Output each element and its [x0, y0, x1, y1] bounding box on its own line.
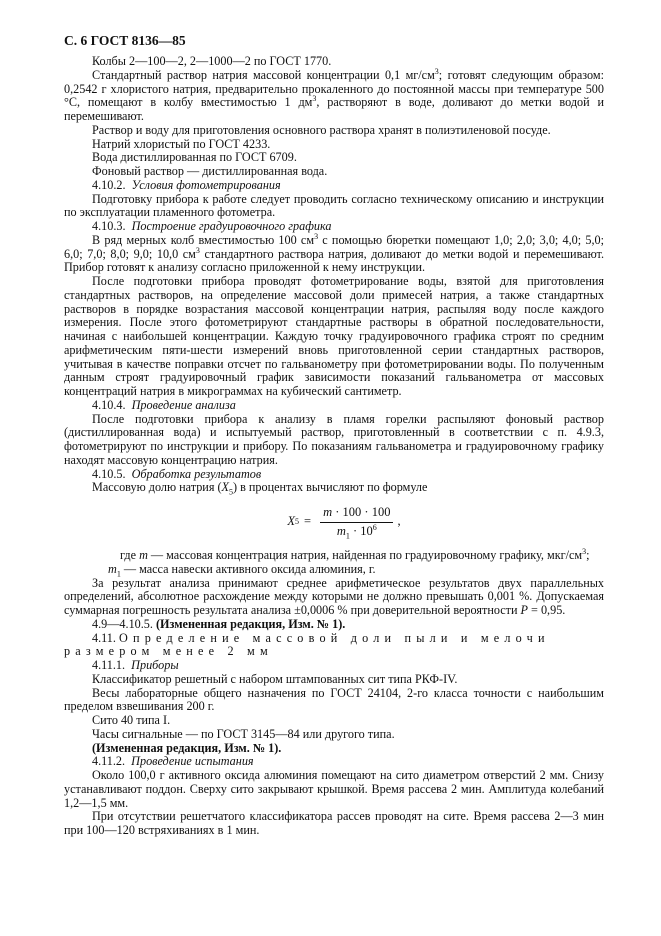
paragraph: При отсутствии решетчатого классификатора рассев проводят на сите. Время рассева 2—3 мин при 100—120 встряхиваниях в 1 мин.: [64, 809, 604, 837]
paragraph: Часы сигнальные — по ГОСТ 3145—84 или другого типа.: [92, 726, 395, 741]
section-title: Определение массовой доли пыли и мелочи размером менее 2 мм: [64, 630, 550, 659]
page-header: С. 6 ГОСТ 8136—85: [64, 33, 186, 48]
formula-fraction: [320, 506, 393, 539]
paragraph: Классификатор решетный с набором штампованных сит типа РКФ-IV.: [92, 671, 458, 686]
paragraph: Весы лабораторные общего назначения по ГОСТ 24104, 2-го класса точности с наибольшим пределом взвешивания 200 г.: [64, 685, 604, 714]
section-heading: 4.11.2. Проведение испытания: [92, 754, 254, 769]
section-heading: 4.10.3. Построение градуировочного графика: [92, 219, 332, 233]
paragraph: После подготовки прибора к анализу в пламя горелки распыляют фоновый раствор (дистиллированная вода) и испытуемый раствор, приготовленный в соответствии с п. 4.9.3, фотометрируют по инструкции и прибору. По показаниям гальванометра и градуировочному графику находят массовую концентрацию натрия.: [64, 411, 604, 467]
section-heading: 4.11.1. Приборы: [92, 658, 179, 672]
section-heading: 4.11. Определение массовой доли пыли и мелочи размером менее 2 мм: [64, 630, 550, 659]
paragraph: После подготовки прибора проводят фотометрирование воды, взятой для приготовления стандартных растворов, на определение массовой доли примесей натрия, а также стандартных растворов в порядке возрастания массовой концентрации натрия, распыляя воду после каждого измерения. После этого фотометрируют стандартные растворы в обратной последовательности, начиная с наибольшей концентрации. Каждую точку градуировочного графика строят по средним арифметическим пяти-шести измерений вновь приготовленной серии стандартных растворов, учитывая в качестве поправки отсчет по гальванометру при фотометрировании воды. По полученным данным строят градуировочный график зависимости показаний гальванометра от массовых концентраций натрия в микрограммах на кубический сантиметр.: [64, 274, 604, 398]
formula-denominator: $m_1 \cdot 10^6$: [336, 522, 377, 540]
section-heading: 4.10.5. Обработка результатов: [92, 466, 262, 481]
section-heading: 4.10.4. Проведение анализа: [92, 397, 236, 412]
paragraph: Массовую долю натрия $(X_5)$ в процентах вычисляют по формуле: [92, 480, 428, 497]
section-title: Приборы: [131, 658, 179, 672]
amendment-note: (Измененная редакция, Изм. № 1).: [92, 740, 282, 755]
section-title: Построение градуировочного графика: [131, 219, 332, 233]
section-title: Обработка результатов: [131, 466, 262, 481]
paragraph: Стандартный раствор натрия массовой концентрации 0,1 $мг/см^3$; готовят следующим образом: 0,2542 г хлористого натрия, предварительно прокаленного до постоянной массы при температуре 500 °С, помещают в колбу вместимостью 1 $дм^3$, растворяют в воде, доливают до метки водой и перемешивают.: [64, 66, 605, 123]
section-heading: 4.10.2. Условия фотометрирования: [92, 177, 281, 192]
paragraph: Подготовку прибора к работе следует проводить согласно техническому описанию и инструкции по эксплуатации пламенного фотометра.: [64, 191, 604, 220]
document-body: [64, 55, 604, 838]
amendment-note: 4.9—4.10.5. (Измененная редакция, Изм. № 1).: [92, 616, 346, 631]
paragraph: В ряд мерных колб вместимостью 100 $см^3$ с помощью бюретки помещают 1,0; 2,0; 3,0; 4,0; 5,0; 6,0; 7,0; 8,0; 9,0; 10,0 $см^3$ стандартного раствора натрия, доливают до метки водой и перемешивают. Прибор готовят к анализу согласно приложенной к нему инструкции.: [64, 231, 604, 275]
section-title: Проведение испытания: [131, 754, 254, 769]
where-clause: $m_1$ — масса навески активного оксида алюминия, г.: [108, 561, 376, 579]
formula-numerator: m · 100 · 100: [320, 506, 393, 523]
formula: X 5 = $\frac{m \cdot 100 \cdot 100}{m_1 \cdot 10^6}$ ,: [287, 504, 401, 540]
paragraph: За результат анализа принимают среднее арифметическое результатов двух параллельных определений, абсолютное расхождение между которыми не должно превышать 0,001 %. Допускаемая суммарная погрешность результата анализа ±0,0006 % при доверительной вероятности P = 0,95.: [64, 575, 604, 617]
paragraph: Натрий хлористый по ГОСТ 4233.: [92, 136, 271, 151]
section-title: Условия фотометрирования: [131, 177, 281, 192]
section-title: Проведение анализа: [131, 397, 236, 412]
paragraph: Около 100,0 г активного оксида алюминия помещают на сито диаметром отверстий 2 мм. Снизу устанавливают поддон. Сверху сито закрывают крышкой. Время рассева 2 мин. Амплитуда колебаний 1,2—1,5 мм.: [64, 768, 604, 810]
where-clause: где m — массовая концентрация натрия, найденная по градуировочному графику, мкг/$см^3$;: [120, 546, 590, 562]
paragraph: Колбы 2—100—2, 2—1000—2 по ГОСТ 1770.: [92, 54, 332, 68]
paragraph: Вода дистиллированная по ГОСТ 6709.: [92, 150, 297, 165]
paragraph: Фоновый раствор — дистиллированная вода.: [92, 164, 328, 178]
paragraph: Раствор и воду для приготовления основного раствора хранят в полиэтиленовой посуде.: [92, 122, 551, 137]
paragraph: Сито 40 типа I.: [92, 713, 171, 727]
